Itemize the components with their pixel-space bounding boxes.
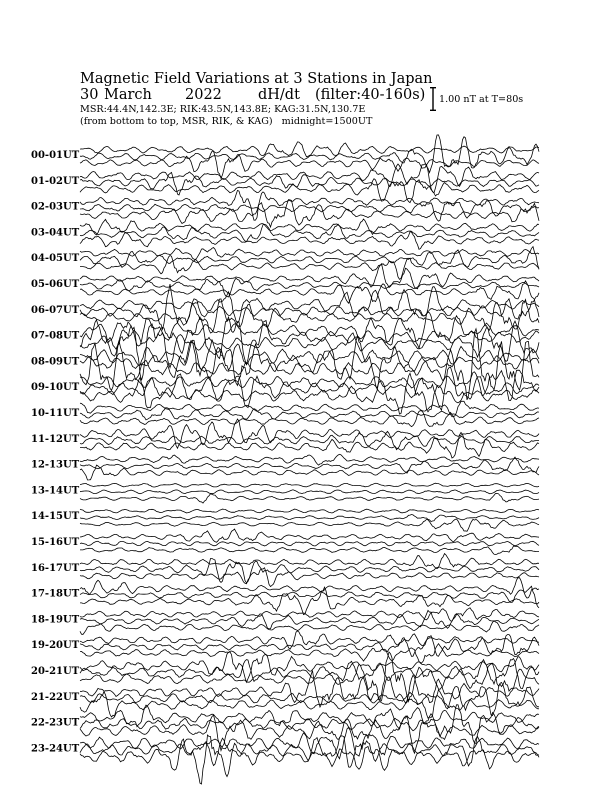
date-year: 2022 bbox=[185, 87, 222, 103]
trace-rik-00-01UT bbox=[80, 135, 539, 173]
trace-rik-14-15UT bbox=[80, 515, 539, 522]
trace-msr-20-21UT bbox=[80, 652, 539, 701]
trace-msr-15-16UT bbox=[80, 546, 539, 555]
hour-label: 02-03UT bbox=[31, 201, 80, 213]
hour-label: 18-19UT bbox=[31, 614, 80, 626]
trace-kag-16-17UT bbox=[80, 554, 539, 569]
hour-label: 05-06UT bbox=[31, 279, 80, 290]
trace-msr-02-03UT bbox=[80, 200, 539, 227]
filter-label: (filter:40-160s) bbox=[315, 87, 426, 103]
trace-rik-10-11UT bbox=[80, 408, 539, 420]
trace-msr-17-18UT bbox=[80, 587, 539, 614]
trace-kag-18-19UT bbox=[80, 608, 539, 621]
trace-rik-04-05UT bbox=[80, 247, 539, 270]
hour-label: 12-13UT bbox=[31, 459, 80, 471]
trace-kag-15-16UT bbox=[80, 529, 539, 542]
trace-kag-14-15UT bbox=[80, 509, 539, 513]
date-day: 30 bbox=[80, 87, 99, 103]
trace-rik-09-10UT bbox=[80, 367, 539, 410]
trace-kag-00-01UT bbox=[80, 142, 539, 157]
scale-label: 1.00 nT at T=80s bbox=[439, 94, 524, 105]
station-coordinates: MSR:44.4N,142.3E; RIK:43.5N,143.8E; KAG:31.5N,130.7E bbox=[80, 104, 366, 115]
trace-kag-04-05UT bbox=[80, 248, 539, 260]
trace-kag-13-14UT bbox=[80, 483, 539, 487]
trace-rik-07-08UT bbox=[80, 317, 539, 364]
hour-label: 09-10UT bbox=[31, 382, 80, 394]
hour-label: 16-17UT bbox=[31, 562, 80, 574]
trace-rik-13-14UT bbox=[80, 490, 539, 494]
hour-label: 08-09UT bbox=[31, 356, 80, 368]
hour-label: 06-07UT bbox=[31, 304, 80, 316]
trace-msr-21-22UT bbox=[80, 690, 539, 718]
trace-msr-12-13UT bbox=[80, 465, 539, 480]
trace-msr-04-05UT bbox=[80, 256, 539, 280]
trace-rik-19-20UT bbox=[80, 635, 539, 657]
trace-rik-20-21UT bbox=[80, 659, 539, 689]
trace-rik-16-17UT bbox=[80, 559, 539, 583]
trace-rik-15-16UT bbox=[80, 541, 539, 546]
hour-label: 10-11UT bbox=[31, 408, 80, 419]
hour-label: 23-24UT bbox=[31, 743, 80, 755]
trace-msr-18-19UT bbox=[80, 621, 539, 635]
hour-label: 20-21UT bbox=[31, 666, 80, 677]
quantity-label: dH/dt bbox=[258, 87, 300, 103]
trace-msr-19-20UT bbox=[80, 644, 539, 664]
trace-msr-03-04UT bbox=[80, 232, 539, 250]
trace-kag-20-21UT bbox=[80, 652, 539, 682]
trace-rik-22-23UT bbox=[80, 705, 539, 744]
hour-label: 13-14UT bbox=[31, 485, 80, 497]
hour-label: 15-16UT bbox=[31, 537, 80, 548]
trace-kag-19-20UT bbox=[80, 631, 539, 649]
hour-label: 00-01UT bbox=[31, 150, 80, 161]
trace-kag-17-18UT bbox=[80, 578, 539, 598]
hour-label: 03-04UT bbox=[31, 227, 80, 239]
trace-rik-03-04UT bbox=[80, 224, 539, 242]
hour-label: 21-22UT bbox=[31, 691, 80, 703]
hour-label: 04-05UT bbox=[31, 253, 80, 265]
trace-kag-05-06UT bbox=[80, 264, 539, 289]
hour-label: 14-15UT bbox=[31, 511, 80, 523]
hour-label: 07-08UT bbox=[31, 330, 80, 342]
date-month: March bbox=[104, 87, 152, 103]
trace-rik-02-03UT bbox=[80, 201, 539, 221]
trace-kag-01-02UT bbox=[80, 164, 539, 193]
hour-label: 11-12UT bbox=[31, 433, 80, 445]
hour-label: 01-02UT bbox=[31, 175, 80, 187]
order-note: (from bottom to top, MSR, RIK, & KAG) bbox=[80, 116, 273, 127]
hour-label: 19-20UT bbox=[31, 640, 80, 652]
chart-title: Magnetic Field Variations at 3 Stations in Japan bbox=[80, 71, 433, 87]
midnight-note: midnight=1500UT bbox=[281, 116, 373, 127]
trace-kag-12-13UT bbox=[80, 454, 539, 465]
trace-rik-23-24UT bbox=[80, 736, 539, 768]
trace-rik-11-12UT bbox=[80, 431, 539, 449]
hour-label: 17-18UT bbox=[31, 588, 80, 600]
hour-label: 22-23UT bbox=[31, 717, 80, 729]
trace-msr-13-14UT bbox=[80, 493, 539, 503]
trace-msr-14-15UT bbox=[80, 519, 539, 531]
trace-kag-23-24UT bbox=[80, 727, 539, 758]
